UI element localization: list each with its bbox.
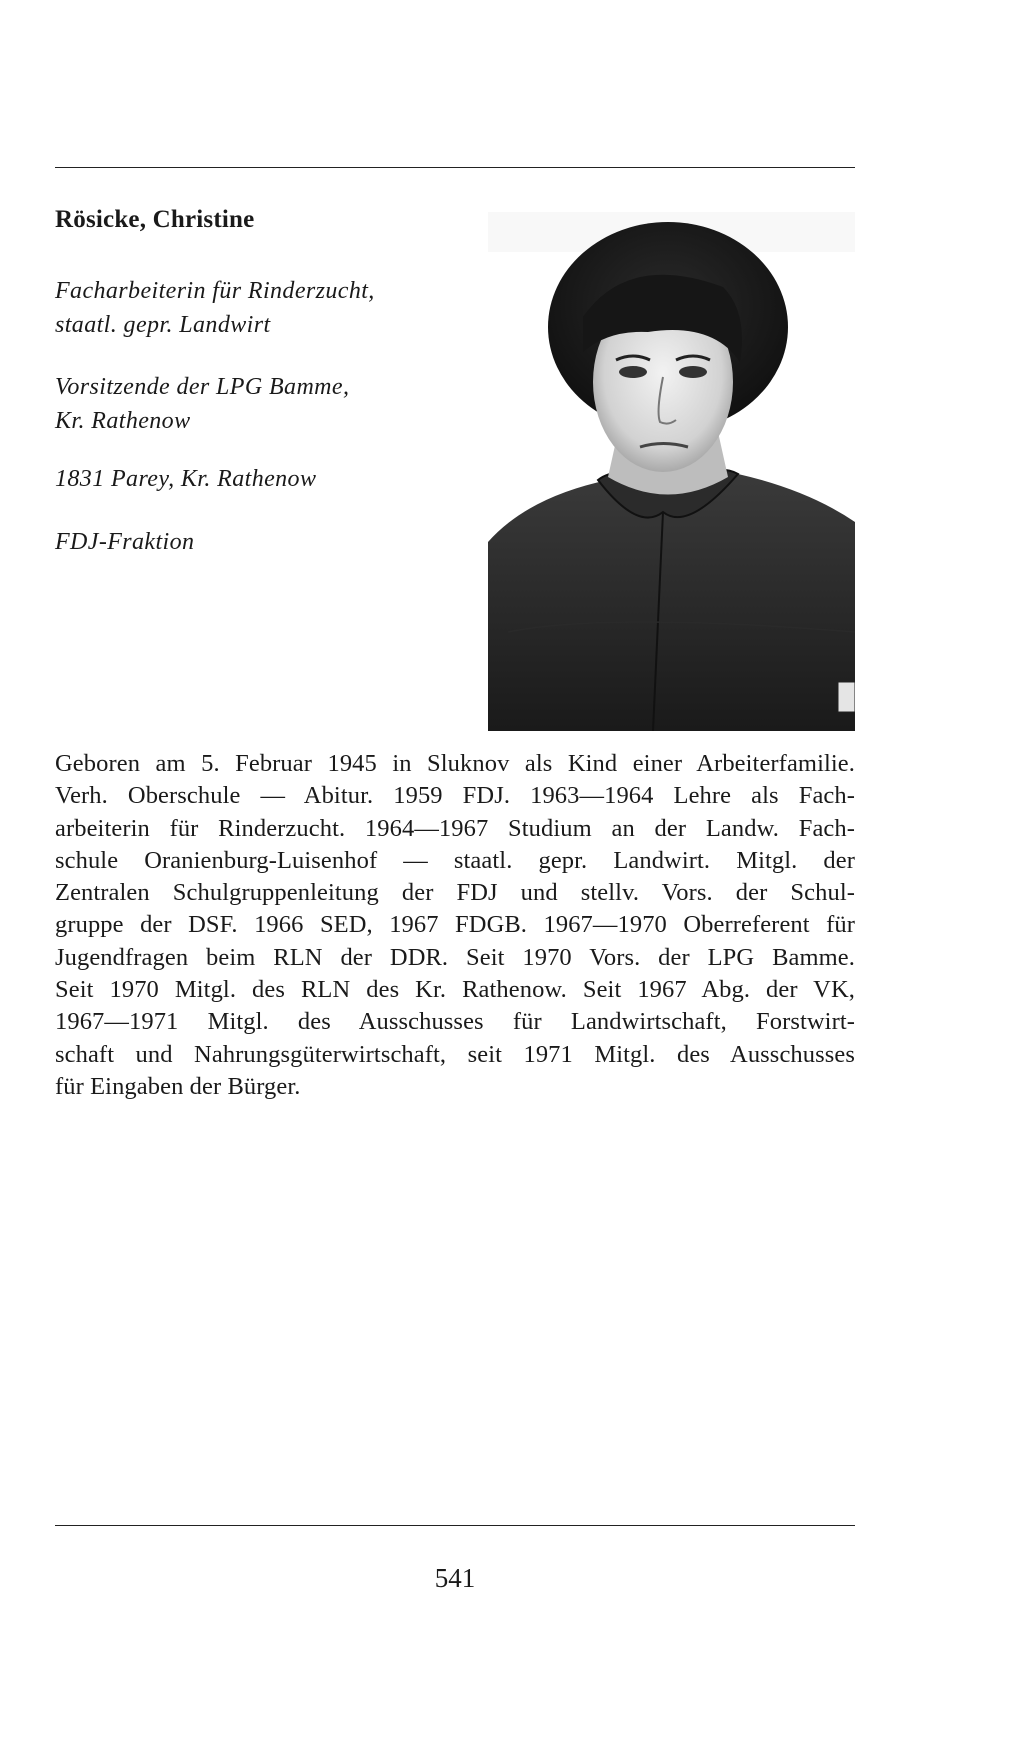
biography [55, 748, 855, 1103]
biography-line: Zentralen Schulgruppenleitung der FDJ und stellv. Vors. der Schul- [55, 879, 855, 907]
biography-line: gruppe der DSF. 1966 SED, 1967 FDGB. 1967—1970 Oberreferent für [55, 911, 855, 939]
biography-line: Jugendfragen beim RLN der DDR. Seit 1970 Vors. der LPG Bamme. [55, 943, 855, 971]
biography-line: Verh. Oberschule — Abitur. 1959 FDJ. 1963—1964 Lehre als Fach- [55, 782, 855, 810]
occupation-line-2: staatl. gepr. Landwirt [55, 312, 271, 338]
occupation-line-1: Facharbeiterin für Rinderzucht, [55, 278, 375, 304]
biography-line: für Eingaben der Bürger. [55, 1072, 301, 1100]
biography-line: Seit 1970 Mitgl. des RLN des Kr. Rathenow. Seit 1967 Abg. der VK, [55, 976, 855, 1004]
page-number: 541 [434, 1563, 476, 1593]
biography-line: 1967—1971 Mitgl. des Ausschusses für Landwirtschaft, Forstwirt- [55, 1008, 855, 1036]
entry-faction: FDJ-Fraktion [55, 529, 195, 555]
biography-line: arbeiterin für Rinderzucht. 1964—1967 Studium an der Landw. Fach- [55, 814, 855, 842]
position-line-2: Kr. Rathenow [55, 408, 191, 434]
entry-occupation [55, 274, 375, 342]
entry-name: Rösicke, Christine [55, 206, 255, 233]
biography-line: Geboren am 5. Februar 1945 in Sluknov als Kind einer Arbeiterfamilie. [55, 750, 855, 777]
position-line-1: Vorsitzende der LPG Bamme, [55, 374, 350, 400]
entry-position [55, 370, 349, 438]
biography-line: schule Oranienburg-Luisenhof — staatl. gepr. Landwirt. Mitgl. der [55, 846, 855, 874]
top-rule [55, 167, 855, 168]
portrait-photo [488, 212, 855, 731]
entry-address: 1831 Parey, Kr. Rathenow [55, 466, 317, 492]
biography-line: schaft und Nahrungsgüterwirtschaft, seit 1971 Mitgl. des Ausschusses [55, 1040, 855, 1068]
bottom-rule [55, 1525, 855, 1526]
